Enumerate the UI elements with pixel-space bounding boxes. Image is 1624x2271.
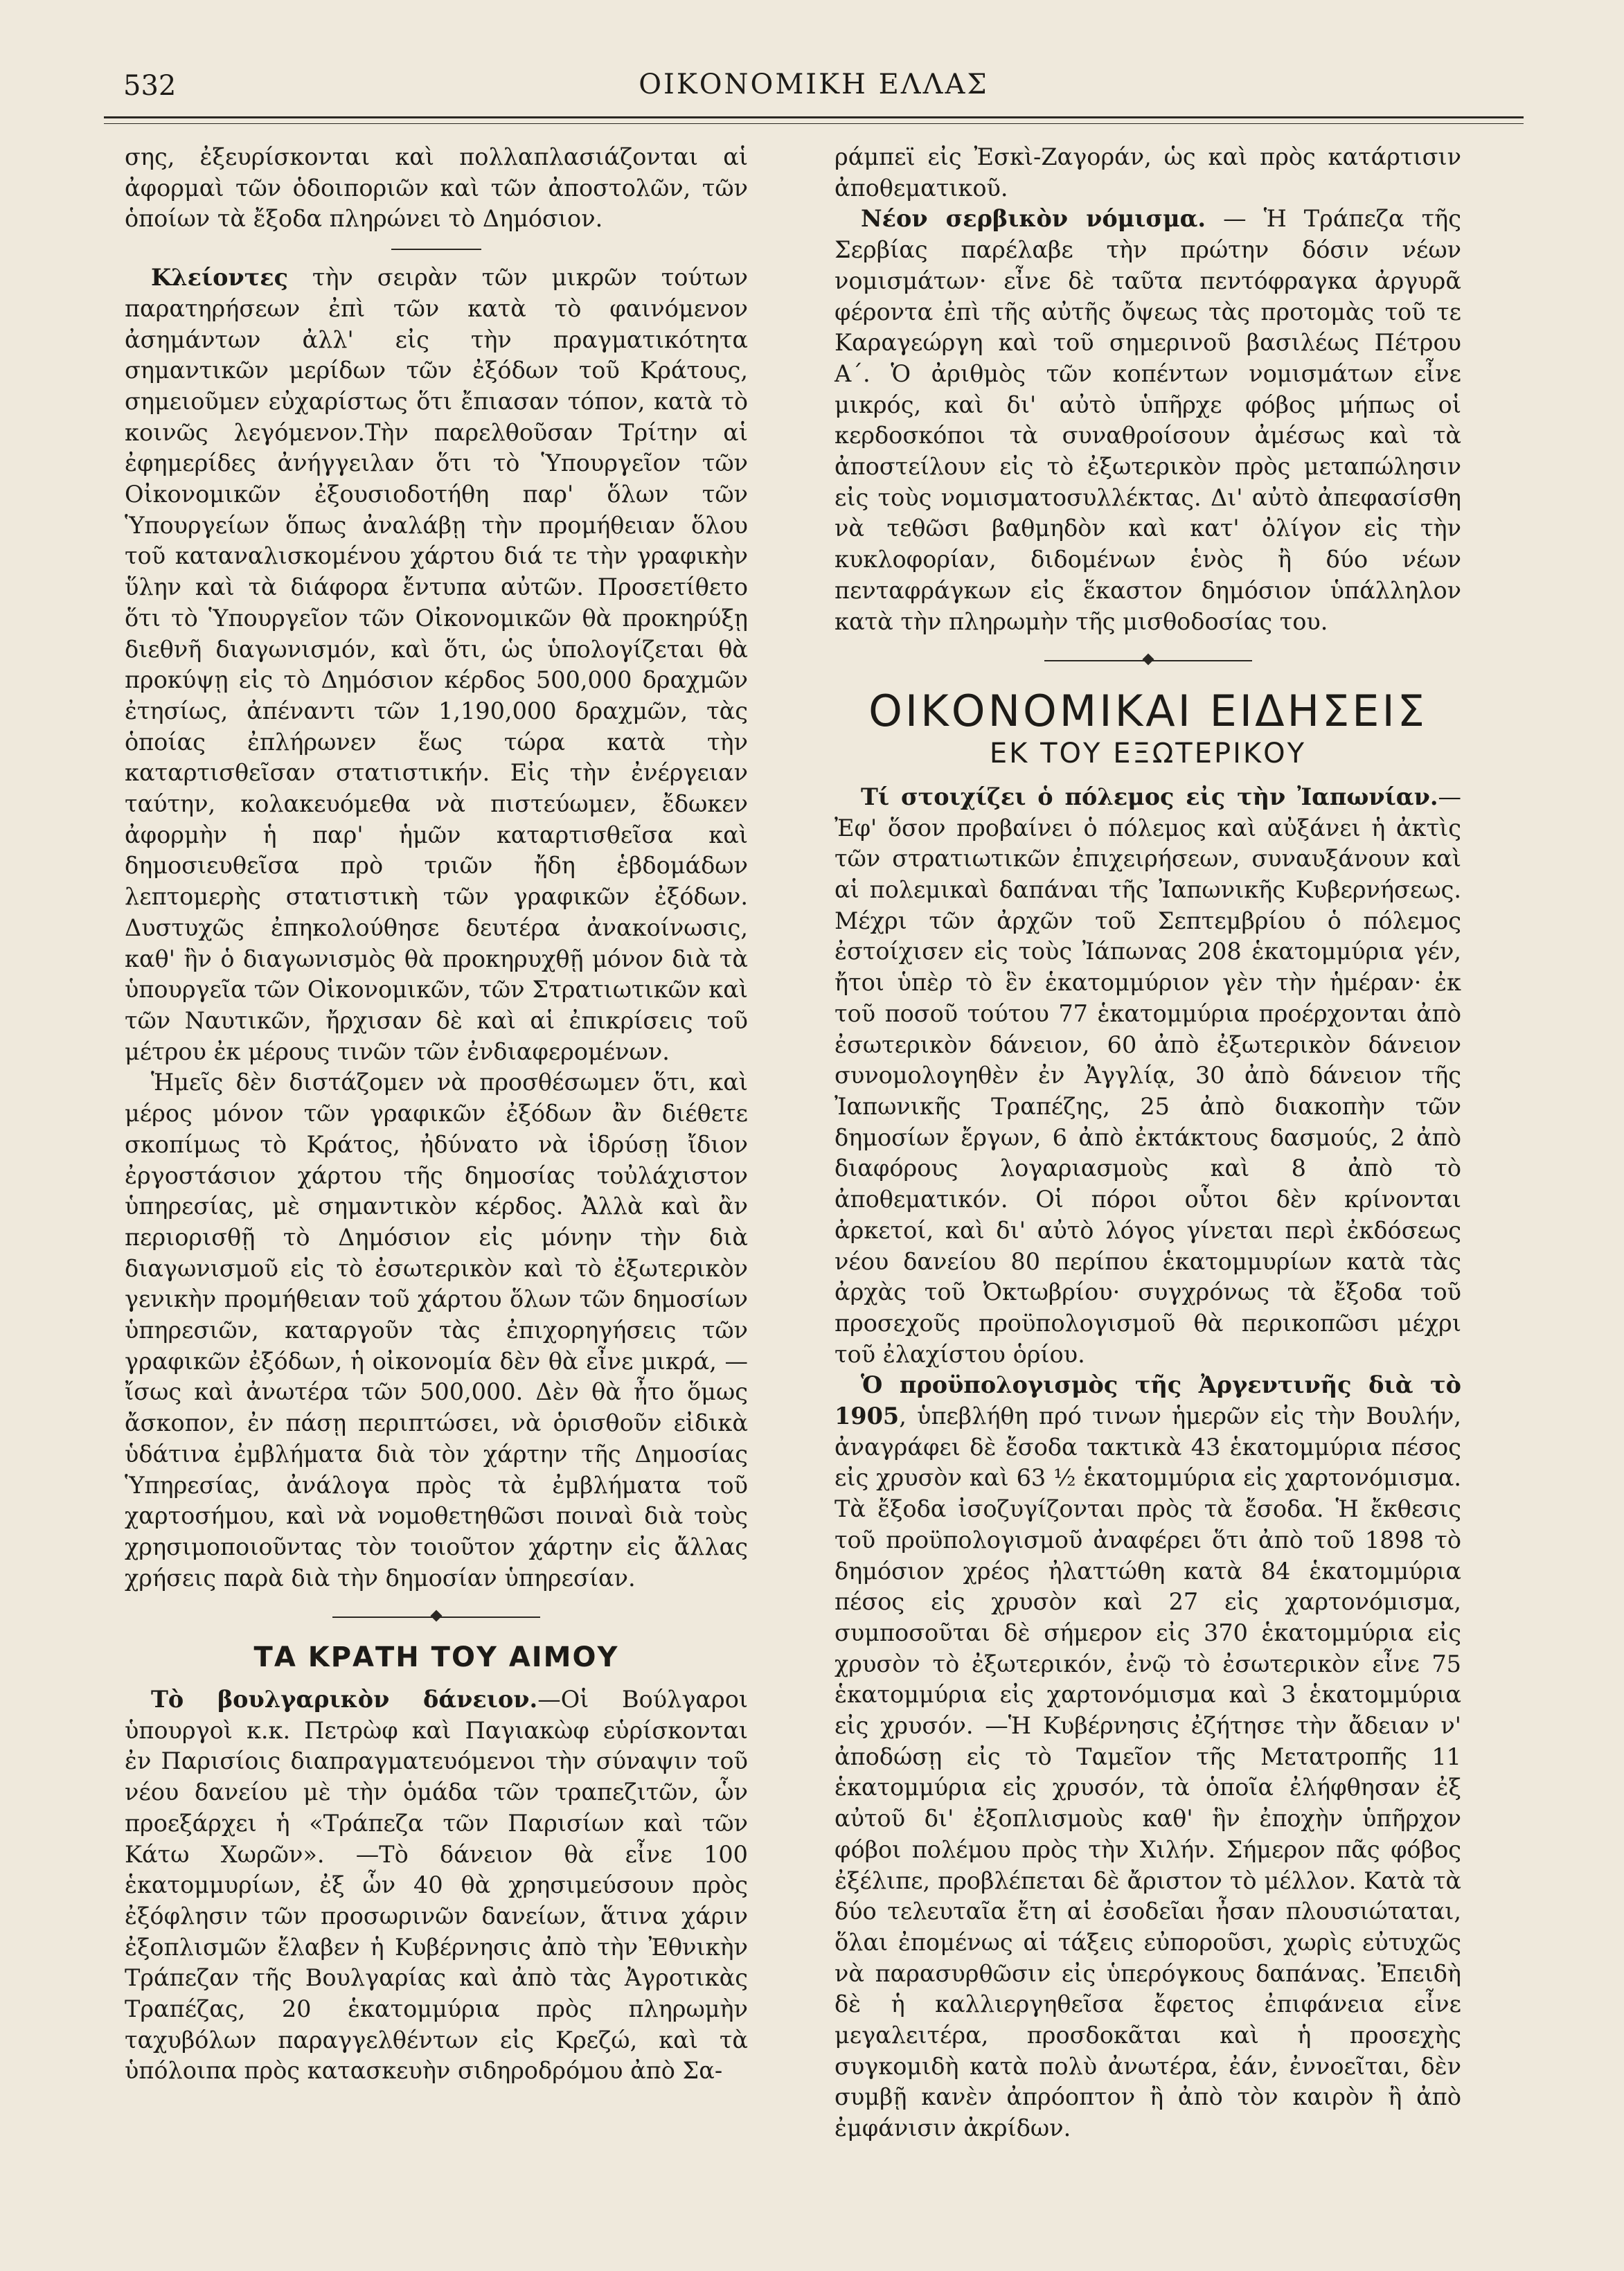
- section-heading: ΤΑ ΚΡΑΤΗ ΤΟΥ ΑΙΜΟΥ: [253, 1641, 619, 1674]
- paragraph: [835, 1370, 1461, 2144]
- diamond-divider: [332, 1609, 540, 1626]
- paragraph-text: — Ἡ Τράπεζα τῆς Σερβίας παρέλαβε τὴν πρώτην δόσιν νέων νομισμάτων· εἶνε δὲ ταῦτα πεντόφραγκα ἀργυρᾶ φέροντα ἐπὶ τῆς αὐτῆς ὄψεως τὰς προτομὰς τοῦ τε Καραγεώργη καὶ τοῦ σημερινοῦ βασιλέως Πέτρου Α΄. Ὁ ἀριθμὸς τῶν κοπέντων νομισμάτων εἶνε μικρός, καὶ δι' αὐτὸ ὑπῆρχε φόβος μήπως οἱ κερδοσκόποι τὰ συναθροίσουν ἀμέσως καὶ τὰ ἀποστείλουν εἰς τὸ ἐξωτερικὸν πρὸς μεταπώλησιν εἰς τοὺς νομισματοσυλλέκτας. Δι' αὐτὸ ἀπεφασίσθη νὰ τεθῶσι βαθμηδὸν καὶ κατ' ὀλίγον εἰς τὴν κυκλοφορίαν, διδομένων ἑνὸς ἢ δύο νέων πενταφράγκων εἰς ἕκαστον δημόσιον ὑπάλληλον κατὰ τὴν πληρωμὴν τῆς μισθοδοσίας του.: [835, 205, 1461, 635]
- paragraph-lead: Τὸ βουλγαρικὸν δάνειον.: [151, 1686, 538, 1713]
- right-column: [835, 142, 1461, 2144]
- paragraph: Ἡμεῖς δὲν διστάζομεν νὰ προσθέσωμεν ὅτι, καὶ μέρος μόνον τῶν γραφικῶν ἐξόδων ἂν διέθετε σκοπίμως τὸ Κράτος, ἠδύνατο νὰ ἱδρύσῃ ἴδιον ἐργοστάσιον χάρτου τῆς δημοσίας τοὐλάχιστον ὑπηρεσίας, μὲ σημαντικὸν κέρδος. Ἀλλὰ καὶ ἂν περιορισθῇ τὸ Δημόσιον εἰς μόνην τὴν διὰ διαγωνισμοῦ εἰς τὸ ἐσωτερικὸν καὶ τὸ ἐξωτερικὸν γενικὴν προμήθειαν τοῦ χάρτου ὅλων τῶν δημοσίων ὑπηρεσιῶν, καταργοῦν τὰς ἐπιχορηγήσεις τῶν γραφικῶν ἐξόδων, ἡ οἰκονομία δὲν θὰ εἶνε μικρά, —ἴσως καὶ ἀνωτέρα τῶν 500,000. Δὲν θὰ ἦτο ὅμως ἄσκοπον, ἐν πάσῃ περιπτώσει, νὰ ὁρισθοῦν εἰδικὰ ὑδάτινα ἐμβλήματα διὰ τὸν χάρτην τῆς Δημοσίας Ὑπηρεσίας, ἀνάλογα πρὸς τὰ ἐμβλήματα τοῦ χαρτοσήμου, καὶ νὰ νομοθετηθῶσι ποιναὶ διὰ τοὺς χρησιμοποιοῦντας τὸν τοιοῦτον χάρτην εἰς ἄλλας χρήσεις παρὰ διὰ τὴν δημοσίαν ὑπηρεσίαν.: [125, 1069, 748, 1592]
- paragraph-text: —Οἱ Βούλγαροι ὑπουργοὶ κ.κ. Πετρὼφ καὶ Παγιακὼφ εὑρίσκονται ἐν Παρισίοις διαπραγματευόμενοι τὴν σύναψιν τοῦ νέου δανείου μὲ τὴν ὁμάδα τῶν τραπεζιτῶν, ὧν προεξάρχει ἡ «Τράπεζα τῶν Παρισίων καὶ τῶν Κάτω Χωρῶν». —Τὸ δάνειον θὰ εἶνε 100 ἑκατομμυρίων, ἐξ ὧν 40 θὰ χρησιμεύσουν πρὸς ἐξόφλησιν τῶν προσωρινῶν δανείων, ἅτινα χάριν ἐξοπλισμῶν ἔλαβεν ἡ Κυβέρνησις ἀπὸ τὴν Ἐθνικὴν Τράπεζαν τῆς Βουλγαρίας καὶ ἀπὸ τὰς Ἀγροτικὰς Τραπέζας, 20 ἑκατομμύρια πρὸς πληρωμὴν ταχυβόλων παραγγελθέντων εἰς Κρεζώ, καὶ τὰ ὑπόλοιπα πρὸς κατασκευὴν σιδηροδρόμου ἀπὸ Σα-: [125, 1686, 748, 2085]
- left-column: [125, 142, 748, 2087]
- paragraph-lead: Κλείοντες: [151, 264, 289, 292]
- header-rule-thin: [104, 123, 1524, 124]
- paragraph-text: τὴν σειρὰν τῶν μικρῶν τούτων παρατηρήσεων ἐπὶ τῶν κατὰ τὸ φαινόμενον ἀσημάντων ἀλλ' εἰς τὴν πραγματικότητα σημαντικῶν μερίδων τῶν ἐξόδων τοῦ Κράτους, σημειοῦμεν εὐχαρίστως ὅτι ἔπιασαν τόπον, κατὰ τὸ κοινῶς λεγόμενον.Τὴν παρελθοῦσαν Τρίτην αἱ ἐφημερίδες ἀνήγγειλαν ὅτι τὸ Ὑπουργεῖον τῶν Οἰκονομικῶν ἐξουσιοδοτήθη παρ' ὅλων τῶν Ὑπουργείων ὅπως ἀναλάβῃ τὴν προμήθειαν ὅλου τοῦ καταναλισκομένου χάρτου διά τε τὴν γραφικὴν ὕλην καὶ τὰ διάφορα ἔντυπα αὐτῶν. Προσετίθετο ὅτι τὸ Ὑπουργεῖον τῶν Οἰκονομικῶν θὰ προκηρύξῃ διεθνῆ διαγωνισμόν, καὶ ὅτι, ὡς ὑπολογίζεται θὰ προκύψῃ εἰς τὸ Δημόσιον κέρδος 500,000 δραχμῶν ἐτησίως, ἀπέναντι τῶν 1,190,000 δραχμῶν, τὰς ὁποίας ἐπλήρωνεν ἕως τώρα κατὰ τὴν καταρτισθεῖσαν στατιστικήν. Εἰς τὴν ἐνέργειαν ταύτην, κολακευόμεθα νὰ πιστεύωμεν, ἔδωκεν ἀφορμὴν ἡ παρ' ἡμῶν καταρτισθεῖσα καὶ δημοσιευθεῖσα πρὸ τριῶν ἤδη ἑβδομάδων λεπτομερὴς στατιστικὴ τῶν γραφικῶν ἐξόδων. Δυστυχῶς ἐπηκολούθησε δευτέρα ἀνακοίνωσις, καθ' ἣν ὁ διαγωνισμὸς θὰ προκηρυχθῇ μόνον διὰ τὰ ὑπουργεῖα τῶν Οἰκονομικῶν, τῶν Στρατιωτικῶν καὶ τῶν Ναυτικῶν, ἤρχισαν δὲ καὶ αἱ ἐπικρίσεις τοῦ μέτρου ἐκ μέρους τινῶν τῶν ἐνδιαφερομένων.: [125, 264, 748, 1065]
- paragraph-lead: Ὁ προϋπολογισμὸς τῆς Ἀργεντινῆς διὰ τὸ 1905: [835, 1371, 1461, 1430]
- journal-title: ΟΙΚΟΝΟΜΙΚΗ ΕΛΛΑΣ: [639, 69, 989, 100]
- paragraph-lead: Νέον σερβικὸν νόμισμα.: [861, 205, 1206, 233]
- paragraph: [835, 204, 1461, 637]
- paragraph-text: —Ἐφ' ὅσον προβαίνει ὁ πόλεμος καὶ αὐξάνει ἡ ἀκτὶς τῶν στρατιωτικῶν ἐπιχειρήσεων, συναυξάνουν καὶ αἱ πολεμικαὶ δαπάναι τῆς Ἰαπωνικῆς Κυβερνήσεως. Μέχρι τῶν ἀρχῶν τοῦ Σεπτεμβρίου ὁ πόλεμος ἐστοίχισεν εἰς τοὺς Ἰάπωνας 208 ἑκατομμύρια γέν, ἤτοι ὑπὲρ τὸ ἓν ἑκατομμύριον γὲν τὴν ἡμέραν· ἐκ τοῦ ποσοῦ τούτου 77 ἑκατομμύρια προέρχονται ἀπὸ ἐσωτερικὸν δάνειον, 60 ἀπὸ ἐξωτερικὸν δάνειον συνομολογηθὲν ἐν Ἀγγλίᾳ, 30 ἀπὸ δάνειον τῆς Ἰαπωνικῆς Τραπέζης, 25 ἀπὸ διακοπὴν τῶν δημοσίων ἔργων, 6 ἀπὸ ἐκτάκτους δασμούς, 2 ἀπὸ διαφόρους λογαριασμοὺς καὶ 8 ἀπὸ τὸ ἀποθεματικόν. Οἱ πόροι οὗτοι δὲν κρίνονται ἀρκετοί, καὶ δι' αὐτὸ λόγος γίνεται περὶ ἐκδόσεως νέου δανείου 80 περίπου ἑκατομμυρίων κατὰ τὰς ἀρχὰς τοῦ Ὀκτωβρίου· συγχρόνως τὰ ἔξοδα τοῦ προσεχοῦς προϋπολογισμοῦ θὰ περικοπῶσι μέχρι τοῦ ἐλαχίστου ὁρίου.: [835, 783, 1461, 1368]
- diamond-divider: [1044, 652, 1252, 669]
- page-number: 532: [123, 70, 177, 102]
- section-subheading: ΕΚ ΤΟΥ ΕΞΩΤΕΡΙΚΟΥ: [989, 738, 1307, 770]
- paragraph-text: , ὑπεβλήθη πρό τινων ἡμερῶν εἰς τὴν Βουλήν, ἀναγράφει δὲ ἔσοδα τακτικὰ 43 ἑκατομμύρια πέσος εἰς χρυσὸν καὶ 63 ½ ἑκατομμύρια εἰς χαρτονόμισμα. Τὰ ἔξοδα ἰσοζυγίζονται πρὸς τὰ ἔσοδα. Ἡ ἔκθεσις τοῦ προϋπολογισμοῦ ἀναφέρει ὅτι ἀπὸ τοῦ 1898 τὸ δημόσιον χρέος ἠλαττώθη κατὰ 84 ἑκατομμύρια πέσος εἰς χρυσὸν καὶ 27 εἰς χαρτονόμισμα, συμποσοῦται δὲ σήμερον εἰς 370 ἑκατομμύρια εἰς χρυσὸν τὸ ἐξωτερικόν, ἐνῷ τὸ ἐσωτερικὸν εἶνε 75 ἑκατομμύρια εἰς χαρτονόμισμα καὶ 3 ἑκατομμύρια εἰς χρυσόν. —Ἡ Κυβέρνησις ἐζήτησε τὴν ἄδειαν ν' ἀποδώσῃ εἰς τὸ Ταμεῖον τῆς Μετατροπῆς 11 ἑκατομμύρια εἰς χρυσόν, τὰ ὁποῖα ἐλήφθησαν ἐξ αὐτοῦ δι' ἐξοπλισμοὺς καθ' ἣν ἐποχὴν ὑπῆρχον φόβοι πολέμου πρὸς τὴν Χιλήν. Σήμερον πᾶς φόβος ἐξέλιπε, προβλέπεται δὲ ἄριστον τὸ μέλλον. Κατὰ τὰ δύο τελευταῖα ἔτη αἱ ἐσοδεῖαι ἦσαν πλουσιώταται, ὅλαι ἐπομένως αἱ τάξεις εὐποροῦσι, χωρὶς εὐτυχῶς νὰ παρασυρθῶσιν εἰς ὑπερόγκους δαπάνας. Ἐπειδὴ δὲ ἡ καλλιεργηθεῖσα ἔφετος ἐπιφάνεια εἶνε μεγαλειτέρα, προσδοκᾶται καὶ ἡ προσεχὴς συγκομιδὴ κατὰ πολὺ ἀνωτέρα, ἐάν, ἐννοεῖται, δὲν συμβῇ κανὲν ἀπρόοπτον ἢ ἀπὸ τὸν καιρὸν ἢ ἀπὸ ἐμφάνισιν ἀκρίδων.: [835, 1402, 1461, 2142]
- diamond-ornament-icon: [431, 1610, 443, 1622]
- paragraph: [125, 262, 748, 1067]
- paragraph: [835, 782, 1461, 1370]
- paragraph: ράμπεϊ εἰς Ἐσκὶ-Ζαγοράν, ὡς καὶ πρὸς κατάρτισιν ἀποθεματικοῦ.: [835, 143, 1461, 202]
- header-rule-thick: [104, 116, 1524, 118]
- paragraph: [125, 1684, 748, 2087]
- paragraph: σης, ἐξευρίσκονται καὶ πολλαπλασιάζονται αἱ ἀφορμαὶ τῶν ὁδοιποριῶν καὶ τῶν ἀποστολῶν, τῶν ὁποίων τὰ ἔξοδα πληρώνει τὸ Δημόσιον.: [125, 143, 748, 233]
- section-heading-large: ΟΙΚΟΝΟΜΙΚΑΙ ΕΙΔΗΣΕΙΣ: [868, 686, 1427, 737]
- page-header: [104, 66, 1524, 114]
- short-divider: [391, 249, 481, 250]
- diamond-ornament-icon: [1142, 654, 1154, 666]
- paragraph-lead: Τί στοιχίζει ὁ πόλεμος εἰς τὴν Ἰαπωνίαν.: [861, 783, 1438, 810]
